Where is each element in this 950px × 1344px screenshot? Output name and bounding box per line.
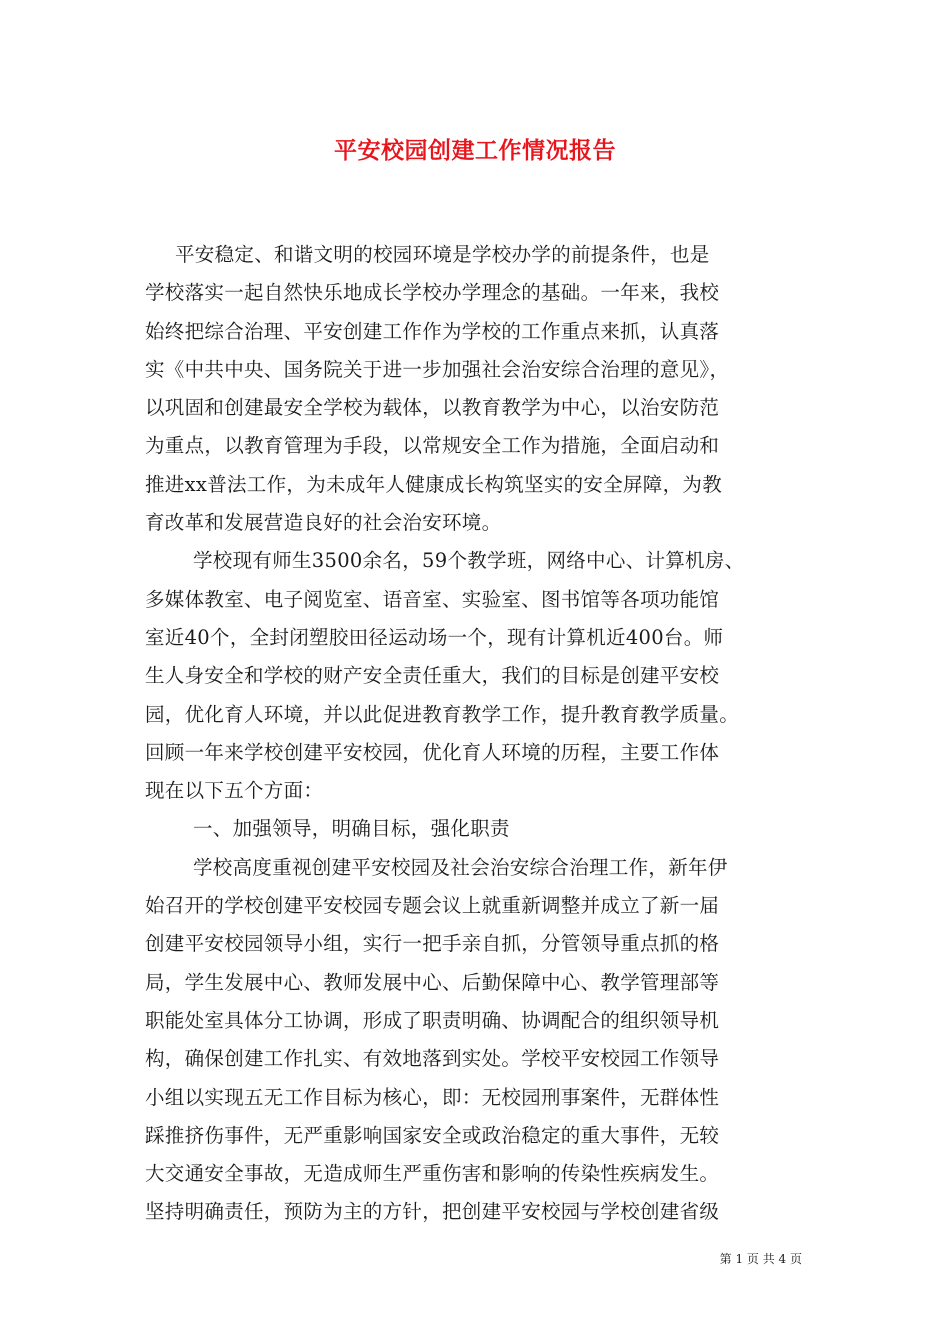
paragraph-line: 始终把综合治理、平安创建工作作为学校的工作重点来抓，认真落 [145, 319, 720, 343]
page-number: 第 1 页 共 4 页 [719, 1252, 802, 1266]
paragraph-line: 推进xx普法工作，为未成年人健康成长构筑坚实的安全屏障，为教 [145, 472, 722, 496]
paragraph-line: 学校落实一起自然快乐地成长学校办学理念的基础。一年来，我校 [145, 281, 720, 305]
paragraph-line: 多媒体教室、电子阅览室、语音室、实验室、图书馆等各项功能馆 [145, 587, 720, 611]
paragraph-line: 创建平安校园领导小组，实行一把手亲自抓，分管领导重点抓的格 [145, 932, 720, 956]
paragraph-line: 实《中共中央、国务院关于进一步加强社会治安综合治理的意见》， [145, 357, 730, 381]
paragraph-line: 园，优化育人环境，并以此促进教育教学工作，提升教育教学质量。 [145, 702, 740, 726]
paragraph-line: 平安稳定、和谐文明的校园环境是学校办学的前提条件，也是 [175, 243, 710, 266]
paragraph-line: 职能处室具体分工协调，形成了职责明确、协调配合的组织领导机 [145, 1008, 720, 1032]
document-title: 平安校园创建工作情况报告 [334, 137, 616, 164]
paragraph-line: 回顾一年来学校创建平安校园，优化育人环境的历程，主要工作体 [145, 740, 720, 764]
paragraph-line: 育改革和发展营造良好的社会治安环境。 [145, 511, 502, 535]
paragraph-line: 室近40个，全封闭塑胶田径运动场一个，现有计算机近400台。师 [145, 625, 724, 649]
paragraph-line: 小组以实现五无工作目标为核心，即：无校园刑事案件，无群体性 [145, 1085, 720, 1109]
section-heading: 一、加强领导，明确目标，强化职责 [193, 817, 510, 841]
paragraph-line: 以巩固和创建最安全学校为载体，以教育教学为中心，以治安防范 [145, 396, 720, 420]
paragraph-line: 大交通安全事故，无造成师生严重伤害和影响的传染性疾病发生。 [145, 1162, 720, 1186]
document-body [145, 236, 825, 1232]
paragraph-line: 生人身安全和学校的财产安全责任重大，我们的目标是创建平安校 [145, 664, 720, 688]
paragraph-line: 为重点，以教育管理为手段，以常规安全工作为措施，全面启动和 [145, 434, 720, 458]
paragraph-line: 学校现有师生3500余名，59个教学班，网络中心、计算机房、 [193, 549, 745, 573]
paragraph-line: 构，确保创建工作扎实、有效地落到实处。学校平安校园工作领导 [145, 1047, 720, 1071]
paragraph-line: 踩推挤伤事件，无严重影响国家安全或政治稳定的重大事件，无较 [145, 1123, 720, 1147]
paragraph-line: 现在以下五个方面： [145, 779, 324, 803]
paragraph-line: 始召开的学校创建平安校园专题会议上就重新调整并成立了新一届 [145, 894, 720, 918]
paragraph-line: 学校高度重视创建平安校园及社会治安综合治理工作，新年伊 [193, 855, 728, 879]
paragraph-line: 坚持明确责任，预防为主的方针，把创建平安校园与学校创建省级 [145, 1200, 720, 1224]
paragraph-line: 局，学生发展中心、教师发展中心、后勤保障中心、教学管理部等 [145, 970, 720, 994]
